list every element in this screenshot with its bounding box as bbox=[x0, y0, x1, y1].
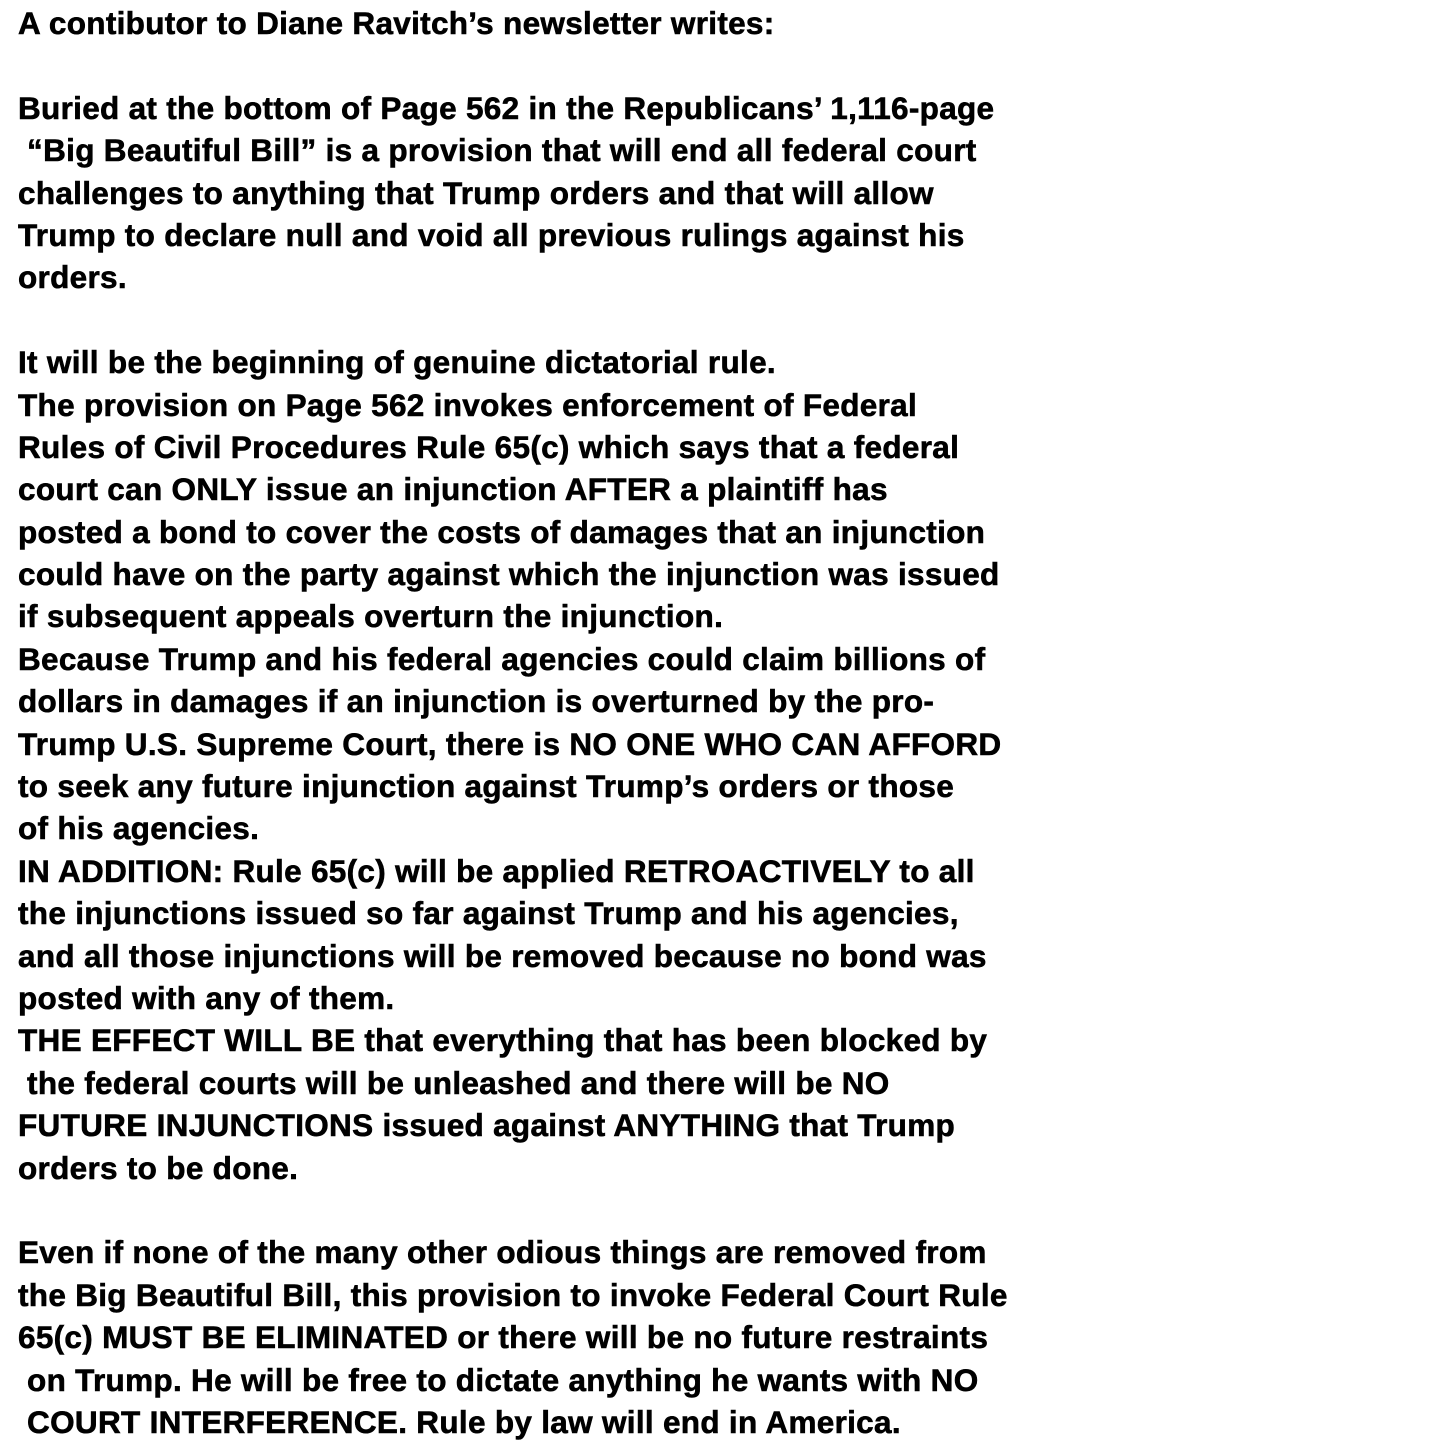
document-text bbox=[18, 0, 1438, 1456]
text-line: and all those injunctions will be removed because no bond was bbox=[18, 937, 987, 974]
text-line: Even if none of the many other odious things are removed from bbox=[18, 1234, 987, 1271]
paragraph-spacer bbox=[18, 44, 1438, 86]
text-line: the Big Beautiful Bill, this provision to invoke Federal Court Rule bbox=[18, 1276, 1008, 1313]
text-line: orders to be done. bbox=[18, 1149, 299, 1186]
text-line: if subsequent appeals overturn the injunction. bbox=[18, 598, 724, 635]
text-line: the federal courts will be unleashed and there will be NO bbox=[18, 1064, 890, 1101]
text-line: THE EFFECT WILL BE that everything that has been blocked by bbox=[18, 1022, 988, 1059]
paragraph-spacer bbox=[18, 1189, 1438, 1231]
text-line: It will be the beginning of genuine dictatorial rule. bbox=[18, 344, 776, 381]
text-line: The provision on Page 562 invokes enforcement of Federal bbox=[18, 386, 918, 423]
paragraph-spacer bbox=[18, 299, 1438, 341]
text-line: the injunctions issued so far against Trump and his agencies, bbox=[18, 895, 959, 932]
paragraph-explanation bbox=[18, 341, 1438, 1189]
text-line: to seek any future injunction against Trump’s orders or those bbox=[18, 768, 955, 805]
text-line: COURT INTERFERENCE. Rule by law will end in America. bbox=[18, 1403, 901, 1440]
text-line: orders. bbox=[18, 259, 127, 296]
paragraph-conclusion bbox=[18, 1231, 1438, 1443]
text-line: of his agencies. bbox=[18, 810, 260, 847]
paragraph-intro bbox=[18, 2, 1438, 44]
text-line: could have on the party against which the injunction was issued bbox=[18, 556, 1000, 593]
text-line: A contibutor to Diane Ravitch’s newsletter writes: bbox=[18, 5, 775, 41]
text-line: FUTURE INJUNCTIONS issued against ANYTHING that Trump bbox=[18, 1107, 956, 1144]
text-line: “Big Beautiful Bill” is a provision that will end all federal court bbox=[18, 132, 977, 169]
text-line: Trump to declare null and void all previous rulings against his bbox=[18, 216, 965, 253]
text-line: 65(c) MUST BE ELIMINATED or there will be no future restraints bbox=[18, 1319, 989, 1356]
text-line: challenges to anything that Trump orders and that will allow bbox=[18, 174, 934, 211]
paragraph-claim bbox=[18, 87, 1438, 299]
text-line: dollars in damages if an injunction is overturned by the pro- bbox=[18, 683, 935, 720]
text-line: on Trump. He will be free to dictate anything he wants with NO bbox=[18, 1361, 979, 1398]
text-line: posted with any of them. bbox=[18, 979, 395, 1016]
text-line: Rules of Civil Procedures Rule 65(c) which says that a federal bbox=[18, 428, 960, 465]
text-line: Trump U.S. Supreme Court, there is NO ONE WHO CAN AFFORD bbox=[18, 725, 1002, 762]
text-line: court can ONLY issue an injunction AFTER a plaintiff has bbox=[18, 471, 888, 508]
text-line: posted a bond to cover the costs of damages that an injunction bbox=[18, 513, 986, 550]
text-line: Buried at the bottom of Page 562 in the Republicans’ 1,116-page bbox=[18, 89, 995, 126]
text-line: IN ADDITION: Rule 65(c) will be applied RETROACTIVELY to all bbox=[18, 852, 975, 889]
text-line: Because Trump and his federal agencies could claim billions of bbox=[18, 640, 986, 677]
